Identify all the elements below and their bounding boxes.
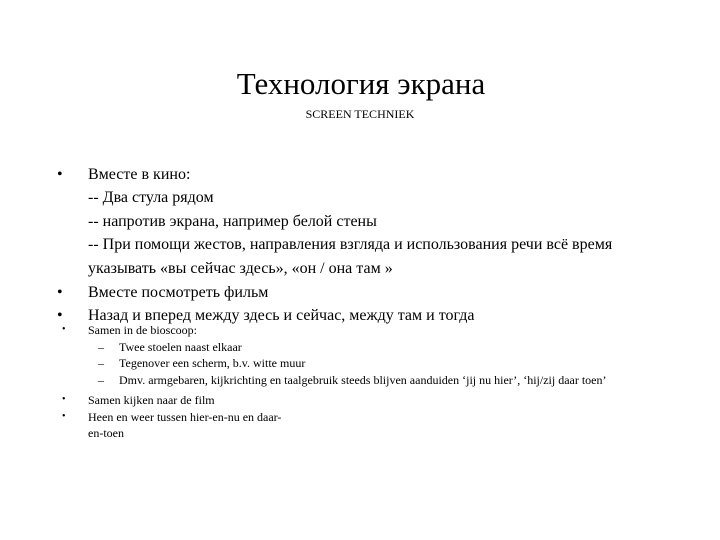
list-item-subline: -- Два стула рядом (88, 189, 214, 207)
list-item: • Вместе посмотреть фильм (57, 281, 677, 304)
list-item: • Назад и вперед между здесь и сейчас, между там и тогда (57, 304, 677, 327)
list-item-heading: Samen in de bioscoop: (88, 323, 197, 337)
sub-list (88, 339, 672, 389)
list-item (57, 163, 677, 280)
list-item (62, 322, 672, 389)
list-item-heading: • Вместе в кино: (88, 166, 191, 183)
russian-bullet-list (57, 163, 677, 328)
dutch-bullet-list (62, 322, 672, 442)
sub-list-item: – Twee stoelen naast elkaar (88, 339, 672, 356)
slide-title: Технология экрана (236, 66, 486, 101)
list-item: • Samen kijken naar de film (62, 392, 672, 409)
slide-subtitle: SCREEN TECHNIEK (305, 107, 415, 121)
list-item: • Heen en weer tussen hier-en-nu en daar-en-toen (62, 409, 288, 442)
list-item-subline: -- напротив экрана, например белой стены (88, 212, 377, 230)
sub-list-item: – Tegenover een scherm, b.v. witte muur (88, 355, 672, 372)
sub-list-item: – Dmv. armgebaren, kijkrichting en taalgebruik steeds blijven aanduiden ‘jij nu hier’, ‘hij/zij daar toen’ (88, 372, 672, 389)
list-item-subline: -- При помощи жестов, направления взгляда и использования речи всё время указывать «вы сейчас здесь», «он / она там » (88, 236, 613, 277)
